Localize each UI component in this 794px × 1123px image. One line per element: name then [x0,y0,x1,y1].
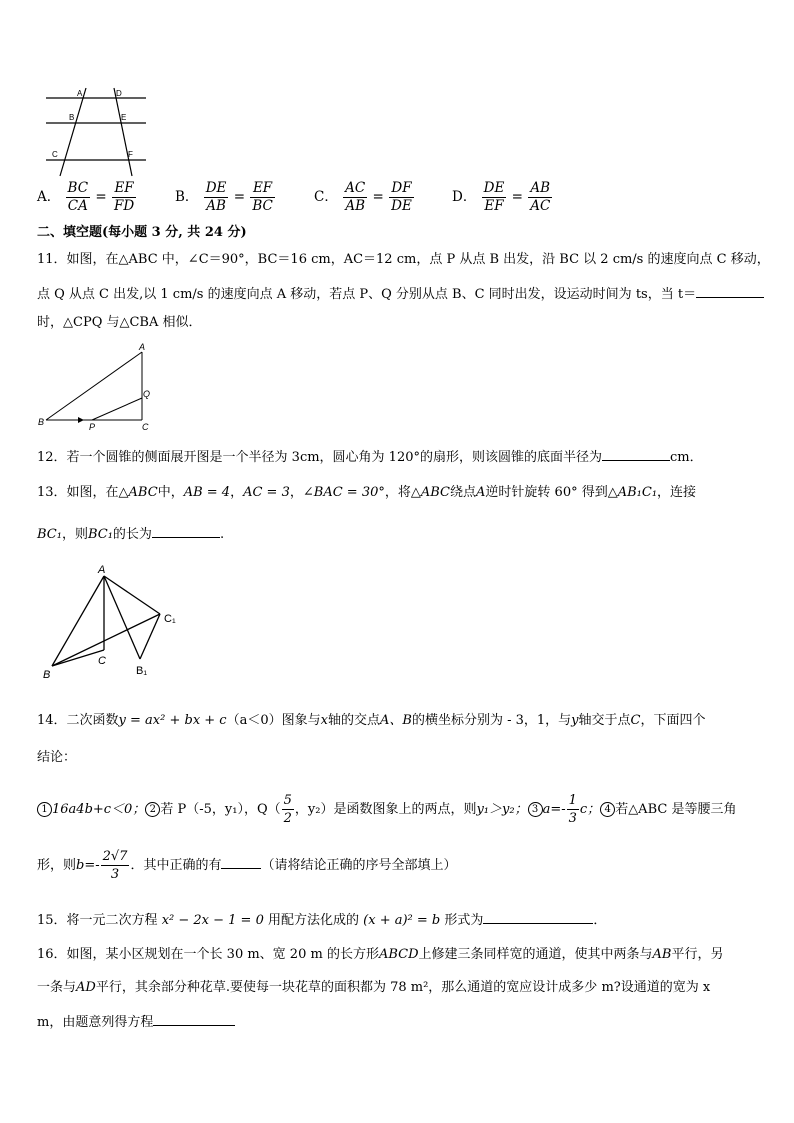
svg-text:B: B [43,669,51,681]
q14-line1: 14．二次函数y = ax² + bx + c（a＜0）图象与x轴的交点A、B的横坐标分别为 - 3，1，与y轴交于点C，下面四个 [37,713,706,728]
svg-text:Q: Q [143,389,151,399]
q16-line2: 一条与AD平行，其余部分种花草.要使每一块花草的面积都为 78 m²，那么通道的宽应设计成多少 m?设通道的宽为 x [37,980,711,995]
label-f: F [128,150,133,159]
circle-1: 1 [37,802,52,817]
option-a[interactable]: A． $\frac{BC}{CA}$ = $\frac{EF}{FD}$ [37,180,135,214]
circle-2: 2 [145,802,160,817]
q16-line1: 16．如图，某小区规划在一个长 30 m、宽 20 m 的长方形ABCD上修建三条同样宽的通道，使其中两条与AB平行，另 [37,947,724,962]
svg-text:B₁: B₁ [136,665,148,677]
circle-3: 3 [528,802,543,817]
q14-answer-blank[interactable] [221,854,261,869]
q12-line: 12．若一个圆锥的侧面展开图是一个半径为 3cm，圆心角为 120°的扇形，则该圆锥的底面半径为 cm． [37,446,703,468]
q13-line2: BC₁，则BC₁的长为 . [37,523,224,545]
section-heading: 二、填空题(每小题 3 分, 共 24 分) [37,225,247,240]
q12-answer-blank[interactable] [602,446,670,461]
q11-line1: 11．如图，在△ABC 中，∠C＝90°，BC＝16 cm，AC＝12 cm，点 P 从点 B 出发，沿 BC 以 2 cm/s 的速度向点 C 移动， [37,252,770,267]
label-a: A [77,89,83,98]
svg-text:C₁: C₁ [164,613,176,625]
option-d[interactable]: D． $\frac{DE}{EF}$ = $\frac{AB}{AC}$ [452,180,551,214]
q16-answer-blank[interactable] [153,1011,235,1026]
option-c[interactable]: C． $\frac{AC}{AB}$ = $\frac{DF}{DE}$ [314,180,412,214]
q15-line: 15．将一元二次方程 x² − 2x − 1 = 0 用配方法化成的 (x + a)² = b 形式为 ． [37,909,606,931]
q11-line2: 点 Q 从点 C 出发,以 1 cm/s 的速度向点 A 移动，若点 P、Q 分别从点 B、C 同时出发，设运动时间为 ts，当 t＝ [37,283,764,305]
svg-text:C: C [142,422,149,432]
svg-text:A: A [139,342,146,352]
q13-answer-blank[interactable] [152,523,220,538]
q13-line1: 13．如图，在△ABC中，AB = 4，AC = 3，∠BAC = 30°，将△ABC绕点A逆时针旋转 60° 得到△AB₁C₁，连接 [37,485,697,500]
option-b[interactable]: B． $\frac{DE}{AB}$ = $\frac{EF}{BC}$ [175,180,273,214]
svg-text:B: B [38,417,45,427]
q11-line3: 时，△CPQ 与△CBA 相似． [37,315,202,330]
circle-4: 4 [600,802,615,817]
svg-text:P: P [89,422,96,432]
fig-rotated-triangle [38,562,188,686]
q14-line4: 形，则b=- $\frac{2√7}{3}$ ．其中正确的有 （请将结论正确的序号全部填上） [37,849,457,882]
fig-triangle-abc [36,342,160,432]
q16-line3: m，由题意列得方程 [37,1011,235,1033]
label-c: C [52,150,58,159]
q14-line2: 结论： [37,750,77,765]
svg-text:A: A [98,564,106,576]
label-d: D [116,89,122,98]
q11-answer-blank[interactable] [696,283,764,298]
q15-answer-blank[interactable] [483,909,593,924]
fig-parallel-lines [40,86,150,178]
label-e: E [121,113,127,122]
q14-conclusions: 1 16a4b+c＜0； 2 若 P（-5，y₁），Q（ $\frac{5}{2}$ ，y₂）是函数图象上的两点，则y₁＞y₂； 3 a=- $\frac{1}{3}$ c； 4 若△ABC 是等腰三角 [37,790,736,830]
svg-text:C: C [98,655,106,667]
label-b: B [69,113,75,122]
